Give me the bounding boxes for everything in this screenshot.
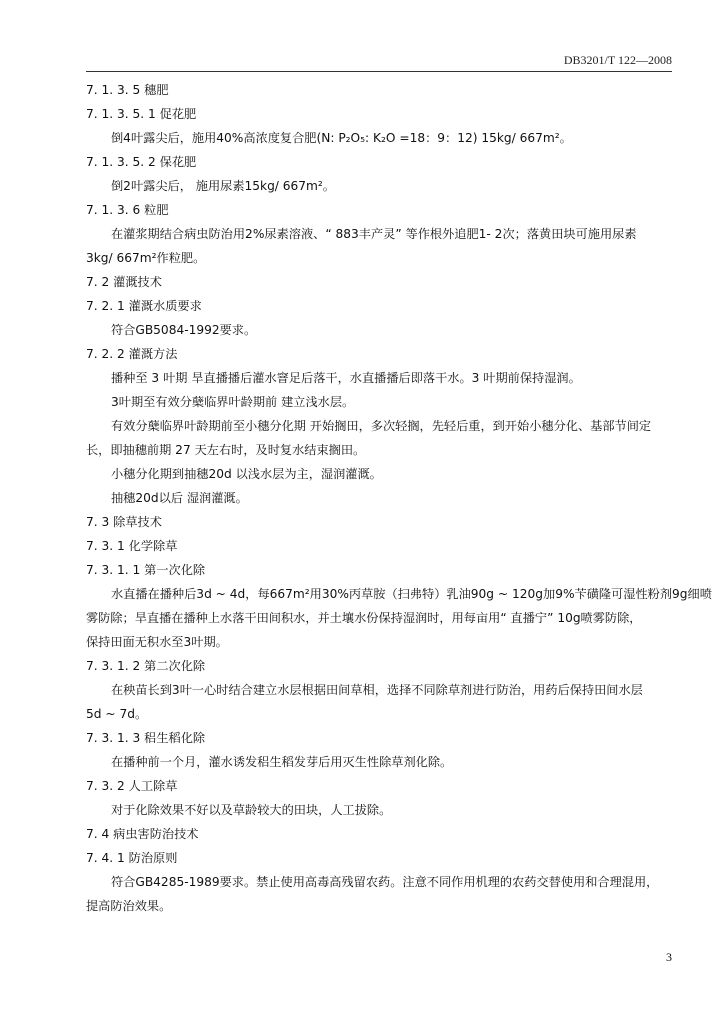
text-line: 播种至 3 叶期 旱直播播后灌水窨足后落干，水直播播后即落干水。3 叶期前保持湿润。 — [111, 371, 581, 385]
text-line: 雾防除；旱直播在播种上水落干田间积水，并土壤水份保持湿润时，用每亩用“ 直播宁” 10g喷雾防除， — [86, 611, 642, 625]
text-line: 7. 3. 1 化学除草 — [86, 539, 178, 553]
text-line: 7. 3. 1. 1 第一次化除 — [86, 563, 206, 577]
text-line: 提高防治效果。 — [86, 899, 172, 913]
text-line: 抽穗20d以后 湿润灌溉。 — [111, 491, 248, 505]
text-line: 小穗分化期到抽穗20d 以浅水层为主，湿润灌溉。 — [111, 467, 382, 481]
text-line: 对于化除效果不好以及草龄较大的田块，人工拔除。 — [111, 803, 392, 817]
text-line: 7. 3. 1. 2 第二次化除 — [86, 659, 206, 673]
text-line: 符合GB4285-1989要求。禁止使用高毒高残留农药。注意不同作用机理的农药交替使用和合理混用， — [111, 875, 659, 889]
text-line: 保持田面无积水至3叶期。 — [86, 635, 228, 649]
text-line: 在播种前一个月，灌水诱发稆生稻发芽后用灭生性除草剂化除。 — [111, 755, 453, 769]
text-line: 7. 3 除草技术 — [86, 515, 162, 529]
text-line: 3kg/ 667m²作粒肥。 — [86, 251, 206, 265]
text-line: 水直播在播种后3d ~ 4d，每667m²用30%丙草胺（扫弗特）乳油90g ~ 120g加9%苄磺隆可湿性粉剂9g细喷 — [111, 587, 712, 601]
text-line: 7. 3. 2 人工除草 — [86, 779, 178, 793]
text-line: 7. 2. 2 灌溉方法 — [86, 347, 178, 361]
text-line: 7. 2. 1 灌溉水质要求 — [86, 299, 202, 313]
document-body — [86, 78, 712, 918]
text-line: 长，即抽穗前期 27 天左右时，及时复水结束搁田。 — [86, 443, 366, 457]
text-line: 有效分蘖临界叶龄期前至小穗分化期 开始搁田，多次轻搁，先轻后重，到开始小穗分化、基部节间定 — [111, 419, 652, 433]
text-line: 倒4叶露尖后，施用40%高浓度复合肥(N: P₂O₅: K₂O =18：9：12) 15kg/ 667m²。 — [111, 131, 572, 145]
header-rule — [86, 71, 672, 72]
text-line: 7. 3. 1. 3 稆生稻化除 — [86, 731, 206, 745]
text-line: 符合GB5084-1992要求。 — [111, 323, 257, 337]
text-line: 7. 2 灌溉技术 — [86, 275, 162, 289]
text-line: 倒2叶露尖后， 施用尿素15kg/ 667m²。 — [111, 179, 335, 193]
text-line: 7. 1. 3. 5 穗肥 — [86, 83, 169, 97]
text-line: 7. 1. 3. 6 粒肥 — [86, 203, 169, 217]
text-line: 在灌浆期结合病虫防治用2%尿素溶液、“ 883丰产灵” 等作根外追肥1- 2次；落黄田块可施用尿素 — [111, 227, 637, 241]
text-line: 在秧苗长到3叶一心时结合建立水层根据田间草相，选择不同除草剂进行防治，用药后保持田间水层 — [111, 683, 643, 697]
text-line: 5d ~ 7d。 — [86, 707, 148, 721]
text-line: 7. 4 病虫害防治技术 — [86, 827, 199, 841]
standard-code: DB3201/T 122—2008 — [563, 53, 672, 67]
text-line: 7. 1. 3. 5. 2 保花肥 — [86, 155, 197, 169]
text-line: 7. 4. 1 防治原则 — [86, 851, 178, 865]
text-line: 3叶期至有效分蘖临界叶龄期前 建立浅水层。 — [111, 395, 355, 409]
page-number: 3 — [666, 950, 672, 964]
text-line: 7. 1. 3. 5. 1 促花肥 — [86, 107, 197, 121]
